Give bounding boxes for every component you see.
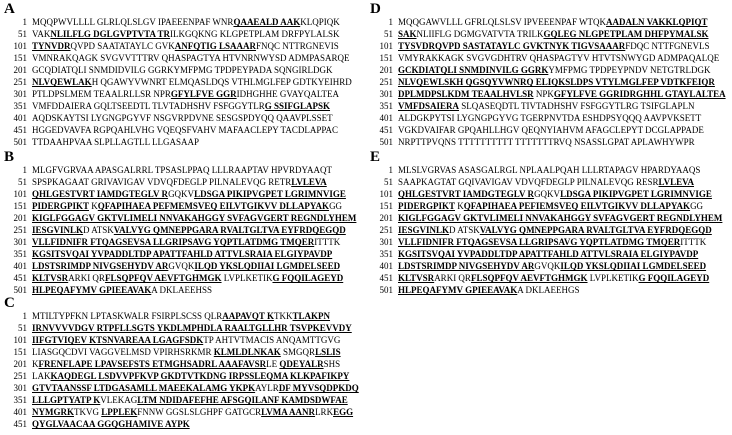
sequence-line xyxy=(373,260,731,272)
sequence-text: YMFPMG TPDPEYPNDV NETGTRLDGK xyxy=(548,65,711,75)
sequence-text: ITTTK xyxy=(314,237,341,247)
residue-number: 101 xyxy=(379,189,393,199)
sequence-text: A DKLAEEHGS xyxy=(517,285,580,295)
residue-number: 251 xyxy=(379,77,393,87)
sequence-line xyxy=(7,224,365,236)
peptide-match: KLMLDLNKAK xyxy=(213,347,281,357)
residue-number: 51 xyxy=(18,29,27,39)
residue-number: 101 xyxy=(13,335,27,345)
sequence-text: FDQC NTTFGNEVLS xyxy=(625,41,710,51)
panel-label: C xyxy=(4,295,15,311)
sequence-text: GG xyxy=(690,201,704,211)
sequence-line xyxy=(7,248,365,260)
residue-number: 1 xyxy=(22,311,27,321)
sequence-text: GVQK xyxy=(168,261,195,271)
sequence-text: AQDSKAYTSI LYGNGPGYVF NSGVRPDVNE SESGSPDYQQ QAAVPLSSET xyxy=(32,113,333,123)
peptide-match: VALVYG QMNEPPGARA RVALTGLTVA EYFRDQEGQD xyxy=(113,225,346,235)
sequence-line xyxy=(7,310,365,322)
peptide-match: KIGLFGGAGV GKTVLIMELI NNVAKAHGGY SVFAGVGERT REGNDLYHEM xyxy=(398,213,723,223)
residue-number: 201 xyxy=(13,359,27,369)
peptide-match: AAPAVQT K xyxy=(222,311,275,321)
sequence-line xyxy=(7,322,365,334)
peptide-match: QAAEALD AAK xyxy=(233,17,301,27)
sequence-text: HGGEDVAVFA RGPQAHLVHG VQEQSFVAHV MAFAACLEPY TACDLAPPAC xyxy=(32,125,339,135)
sequence-line xyxy=(7,358,365,370)
sequence-line xyxy=(373,272,731,284)
sequence-line xyxy=(7,370,365,382)
sequence-text: VGKDVAIFAR GPQAHLLHGV QEQNYIAHVM AFAGCLEPYT DCGLAPPADE xyxy=(398,125,704,135)
sequence-text: GQKV xyxy=(168,189,195,199)
sequence-text: VMYRAKKAGK SVGVGDHTRV QHASPAGTYV HTVTSNWYGD ADMPAQALQE xyxy=(398,53,720,63)
sequence-line xyxy=(373,40,731,52)
peptide-match: VMFDSAIERA xyxy=(398,101,460,111)
peptide-match: GFYLFVE GGR xyxy=(553,89,620,99)
peptide-match: GCKDIATQLI SNMDINVILG GGRK xyxy=(398,65,549,75)
sequence-text: ALDGKPYTSI LYGNGPGYVG TGERPNVTDA ESHDPSYQQQ AAVPVKSETT xyxy=(398,113,702,123)
sequence-text: ARKI QR xyxy=(68,273,105,283)
peptide-match: QFAPIHAEA PEFIEMSVEQ EILVTGIKVV DLLAPYAK xyxy=(463,201,691,211)
peptide-match: KAQDEGL LSDVVPFKVP GKDTVTKDNG IRPSSLEQMA KLKPAFIKPY xyxy=(50,371,350,381)
sequence-line xyxy=(7,346,365,358)
residue-number: 201 xyxy=(13,213,27,223)
sequence-line xyxy=(373,112,731,124)
residue-number: 301 xyxy=(379,237,393,247)
residue-number: 151 xyxy=(13,201,27,211)
sequence-line xyxy=(7,418,365,430)
sequence-text: GG xyxy=(329,201,343,211)
residue-number: 251 xyxy=(13,225,27,235)
sequence-line xyxy=(7,176,365,188)
sequence-line xyxy=(373,248,731,260)
sequence-text: AYLR xyxy=(255,383,279,393)
sequence-line xyxy=(7,382,365,394)
residue-number: 251 xyxy=(13,77,27,87)
peptide-match: NYMGRK xyxy=(32,407,74,417)
sequence-line xyxy=(373,28,731,40)
residue-number: 501 xyxy=(379,285,393,295)
peptide-match: AADALN VAKKLQPIQT xyxy=(606,17,708,27)
sequence-text: VMNRAKQAGK SVGVVTTTRV QHASPAGTYA HTVNRNWYSD ADMPASARQE xyxy=(32,53,350,63)
peptide-match: LPPLEK xyxy=(101,407,138,417)
sequence-text: SLQASEQDTL TIVTADHSHV FSFGGYTLRG TSIFGLAPLN xyxy=(459,101,695,111)
peptide-match: FRENFLAPE LPAVSEFSTS ETMGHSADRL AAAFAVSR xyxy=(38,359,267,369)
peptide-match: PIDERGPIKT xyxy=(398,201,456,211)
sequence-line xyxy=(7,260,365,272)
peptide-match: LLLGPTYATP K xyxy=(32,395,101,405)
peptide-match: VLLFIDNIFR FTQAGSEVSA LLGRIPSAVG YQPTLATDMG TMQER xyxy=(32,237,315,247)
residue-number: 451 xyxy=(13,419,27,429)
peptide-match: LVLEVA xyxy=(291,177,327,187)
peptide-match: FLSQPFQV AEVFTGHMGK xyxy=(470,273,588,283)
sequence-line xyxy=(7,124,365,136)
residue-number: 151 xyxy=(379,53,393,63)
sequence-text: TKK xyxy=(274,311,293,321)
sequence-text: ARKI QR xyxy=(434,273,471,283)
panel-label: B xyxy=(4,149,15,165)
residue-number: 201 xyxy=(379,213,393,223)
peptide-match: HLPEQAFYMV GPIEEAVAK xyxy=(398,285,518,295)
sequence-text: SMGQR xyxy=(280,347,316,357)
peptide-match: LSLIS xyxy=(315,347,341,357)
peptide-match: IDRGHHL GTAYLALTEA xyxy=(619,89,726,99)
sequence-text: SHS xyxy=(323,359,341,369)
sequence-text: IDHGHHE GVAYQALTEA xyxy=(236,89,340,99)
residue-number: 101 xyxy=(13,41,27,51)
peptide-match: GFYLFVE GGR xyxy=(170,89,237,99)
sequence-text: NLIIFLG DGMGVATVTA TRILK xyxy=(416,29,544,39)
residue-number: 1 xyxy=(388,17,393,27)
sequence-text: D ATSK xyxy=(83,225,114,235)
sequence-block xyxy=(7,16,365,148)
peptide-match: ILQD YKSLQDIIAI LGMDELSEED xyxy=(194,261,341,271)
peptide-match: KIGLFGGAGV GKTVLIMELI NNVAKAHGGY SVFAGVGERT REGNDLYHEM xyxy=(32,213,357,223)
sequence-text: FNNW GGSLSLGHPF GATGCR xyxy=(137,407,262,417)
peptide-match: VALVYG QMNEPPGARA RVALTGLTVA EYFRDQEGQD xyxy=(479,225,712,235)
residue-number: 401 xyxy=(379,261,393,271)
sequence-line xyxy=(373,284,731,296)
residue-number: 251 xyxy=(379,225,393,235)
sequence-line xyxy=(7,112,365,124)
peptide-match: LVMA AANR xyxy=(261,407,316,417)
peptide-match: NLVQEWLSKH QGSQYVWNRQ ELIQKSLDPS VTYLMGLFEP VDTKFEIQR xyxy=(398,77,715,87)
sequence-line xyxy=(7,88,365,100)
peptide-match: QYGLVAACAA GGQGHAMIVE AYPK xyxy=(32,419,190,429)
residue-number: 251 xyxy=(13,371,27,381)
residue-number: 51 xyxy=(384,177,393,187)
sequence-line xyxy=(373,76,731,88)
sequence-line xyxy=(373,224,731,236)
sequence-text: K xyxy=(89,201,98,211)
peptide-match: G SSIFGLAPSK xyxy=(264,101,331,111)
peptide-match: HLPEQAFYMV GPIEEAVAK xyxy=(32,285,152,295)
peptide-match: DF MYVSQDPKDQ xyxy=(278,383,359,393)
sequence-text: MLGFVGRVAA APASGALRRL TPSASLPPAQ LLLRAAPTAV HPVRDYAAQT xyxy=(32,165,332,175)
sequence-line xyxy=(7,100,365,112)
sequence-text: MQQGAWVLLL GFRLQLSLSV IPVEEENPAF WTQK xyxy=(398,17,607,27)
sequence-line xyxy=(373,88,731,100)
sequence-text: D ATSK xyxy=(449,225,480,235)
sequence-text: MQQPWVLLLL GLRLQLSLGV IPAEEENPAF WNR xyxy=(32,17,234,27)
peptide-match: QFAPIHAEA PEFMEMSVEQ EILVTGIKVV DLLAPYAK xyxy=(97,201,330,211)
sequence-text: K xyxy=(455,201,464,211)
residue-number: 451 xyxy=(13,125,27,135)
sequence-line xyxy=(7,188,365,200)
residue-number: 1 xyxy=(388,165,393,175)
residue-number: 351 xyxy=(13,395,27,405)
residue-number: 401 xyxy=(379,113,393,123)
peptide-match: DPLMDPSLKDM TEAALHVLSR xyxy=(398,89,534,99)
sequence-line xyxy=(7,272,365,284)
sequence-line xyxy=(7,284,365,296)
peptide-match: G FQQILAGEYD xyxy=(638,273,710,283)
peptide-match: NLVQEWLAK xyxy=(32,77,92,87)
residue-number: 301 xyxy=(13,383,27,393)
peptide-match: QHLGESTVRT IAMDGTEGLV R xyxy=(398,189,535,199)
sequence-block xyxy=(373,16,731,148)
residue-number: 351 xyxy=(379,101,393,111)
residue-number: 51 xyxy=(18,177,27,187)
sequence-line xyxy=(7,64,365,76)
sequence-text: ITTTK xyxy=(680,237,707,247)
peptide-match: KLTVSR xyxy=(398,273,435,283)
sequence-text: LVPLKETIK xyxy=(587,273,639,283)
sequence-line xyxy=(373,164,731,176)
peptide-match: QHLGESTVRT IAMDGTEGLV R xyxy=(32,189,169,199)
sequence-line xyxy=(7,334,365,346)
sequence-text: MTILTYPFKN LPTASKWALR FSIRPLSCSS QLR xyxy=(32,311,223,321)
sequence-text: VAK xyxy=(32,29,51,39)
peptide-match: G FQQILAGEYD xyxy=(272,273,344,283)
sequence-block xyxy=(7,310,365,430)
sequence-text: MLSLVGRVAS ASASGALRGL NPLAALPQAH LLLRTAPAGV HPARDYAAQS xyxy=(398,165,701,175)
residue-number: 101 xyxy=(379,41,393,51)
sequence-line xyxy=(373,52,731,64)
sequence-line xyxy=(7,76,365,88)
peptide-match: EGG xyxy=(333,407,354,417)
peptide-match: KGSITSVQAI YVPADDLTDP APATTFAHLD ATTVLSRAIA ELGIYPAVDP xyxy=(32,249,333,259)
sequence-line xyxy=(373,16,731,28)
sequence-line xyxy=(373,124,731,136)
sequence-text: VMFDDAIERA GQLTSEEDTL TLVTADHSHV FSFGGYTLR xyxy=(32,101,265,111)
sequence-line xyxy=(7,212,365,224)
peptide-match: LDSTSRIMDP NIVGSEHYDV AR xyxy=(398,261,535,271)
peptide-match: FLSQPFQV AEVFTGHMGK xyxy=(104,273,222,283)
residue-number: 301 xyxy=(13,237,27,247)
peptide-match: ANFQTIG LSAAAR xyxy=(174,41,257,51)
peptide-match: IESGVINLK xyxy=(398,225,450,235)
peptide-match: GTVTAANSSF LTDGASAMLL MAEEKALAMG YKPK xyxy=(32,383,256,393)
sequence-line xyxy=(7,52,365,64)
peptide-match: LDSTSRIMDP NIVGSEHYDV AR xyxy=(32,261,169,271)
residue-number: 1 xyxy=(22,165,27,175)
sequence-line xyxy=(7,406,365,418)
sequence-text: TP AHTVTMACIS ANQAMTTGVG xyxy=(203,335,341,345)
peptide-match: LDSGA PIKIPVGPET LGRIMNVIGE xyxy=(560,189,712,199)
sequence-line xyxy=(373,212,731,224)
sequence-block xyxy=(7,164,365,296)
sequence-text: PTLDPSLMEM TEAALRLLSR NPR xyxy=(32,89,171,99)
residue-number: 201 xyxy=(379,65,393,75)
sequence-line xyxy=(373,136,731,148)
panel-label: A xyxy=(4,1,15,17)
residue-number: 401 xyxy=(13,113,27,123)
sequence-line xyxy=(7,16,365,28)
residue-number: 351 xyxy=(379,249,393,259)
residue-number: 101 xyxy=(13,189,27,199)
peptide-match: GQLEG NLGPETPLAM DHFPYMALSK xyxy=(543,29,709,39)
residue-number: 351 xyxy=(13,249,27,259)
sequence-line xyxy=(7,394,365,406)
sequence-block xyxy=(373,164,731,296)
residue-number: 51 xyxy=(384,29,393,39)
peptide-match: ILQD YKSLQDIIAI LGMDELSEED xyxy=(560,261,707,271)
peptide-match: QDEYALR xyxy=(279,359,324,369)
sequence-line xyxy=(7,236,365,248)
residue-number: 151 xyxy=(13,53,27,63)
sequence-text: SPSPKAGAAT GRIVAVIGAV VDVQFDEGLP PILNALEVQG RETR xyxy=(32,177,292,187)
residue-number: 301 xyxy=(379,89,393,99)
residue-number: 201 xyxy=(13,65,27,75)
sequence-line xyxy=(7,164,365,176)
sequence-text: ILKGQKNG KLGPETPLAM DRFPYLALSK xyxy=(170,29,340,39)
sequence-text: H QGAWYVWNRT ELMQASLDQS VTHLMGLFEP GDTKYEIHRD xyxy=(91,77,352,87)
residue-number: 501 xyxy=(379,137,393,147)
sequence-text: QVPD SAATATAYLC GVK xyxy=(70,41,175,51)
residue-number: 301 xyxy=(13,89,27,99)
peptide-match: TYSVDRQVPD SASTATAYLC GVKTNYK TIGVSAAAR xyxy=(398,41,626,51)
peptide-match: KLTVSR xyxy=(32,273,69,283)
peptide-match: KGSITSVQAI YVPADDLTDP APATTFAHLD ATTVLSRAIA ELGIYPAVDP xyxy=(398,249,699,259)
sequence-text: SAAPKAGTAT GQIVAVIGAV VDVQFDEGLP PILNALEVQG RESR xyxy=(398,177,659,187)
sequence-text: K xyxy=(32,359,39,369)
sequence-text: NRPTTPVQNS TTTTTTTTTT TTTTTTTRVQ NSASSLGPAT APLAWHYWPR xyxy=(398,137,695,147)
sequence-text: GQKV xyxy=(534,189,561,199)
sequence-text: LIASGQCDVI VAGGVELMSD VPIRHSRKMR xyxy=(32,347,214,357)
residue-number: 51 xyxy=(18,323,27,333)
residue-number: 501 xyxy=(13,285,27,295)
peptide-match: PIDERGPIKT xyxy=(32,201,90,211)
sequence-text: LVPLKETIK xyxy=(221,273,273,283)
sequence-text: LE xyxy=(266,359,280,369)
sequence-line xyxy=(7,28,365,40)
sequence-text: VLEKAG xyxy=(100,395,138,405)
sequence-text: KLQPIQK xyxy=(300,17,340,27)
sequence-line xyxy=(373,64,731,76)
sequence-text: GVQK xyxy=(534,261,561,271)
sequence-line xyxy=(373,176,731,188)
residue-number: 451 xyxy=(379,125,393,135)
panel-label: E xyxy=(370,149,381,165)
panel-label: D xyxy=(370,1,381,17)
sequence-text: TKVG xyxy=(74,407,102,417)
sequence-line xyxy=(373,200,731,212)
peptide-match: VLLFIDNIFR FTQAGSEVSA LLGRIPSAVG YQPTLATDMG TMQER xyxy=(398,237,681,247)
sequence-text: FNQC NTTRGNEVIS xyxy=(256,41,339,51)
residue-number: 1 xyxy=(22,17,27,27)
residue-number: 501 xyxy=(13,137,27,147)
peptide-match: TLAKPN xyxy=(292,311,331,321)
peptide-match: LTM NDIDAFEFHE AFSGQILANF KAMDSDWFAE xyxy=(137,395,348,405)
sequence-line xyxy=(373,236,731,248)
sequence-line xyxy=(373,188,731,200)
peptide-match: SAK xyxy=(398,29,417,39)
sequence-line xyxy=(7,136,365,148)
residue-number: 151 xyxy=(379,201,393,211)
sequence-text: LAK xyxy=(32,371,51,381)
sequence-text: NPK xyxy=(533,89,554,99)
sequence-text: A DKLAEEHSS xyxy=(151,285,213,295)
residue-number: 151 xyxy=(13,347,27,357)
sequence-text: TTDAAHPVAA SLPLLAGTLL LLGASAAP xyxy=(32,137,200,147)
peptide-match: IESGVINLK xyxy=(32,225,84,235)
peptide-match: IIFGTVIQEV KTSNVAREAA LGAGFSDK xyxy=(32,335,204,345)
peptide-match: NLILFLG DGLGVPTVTA TR xyxy=(50,29,171,39)
residue-number: 351 xyxy=(13,101,27,111)
residue-number: 451 xyxy=(379,273,393,283)
peptide-match: TYNVDR xyxy=(32,41,71,51)
sequence-line xyxy=(373,100,731,112)
residue-number: 401 xyxy=(13,407,27,417)
residue-number: 451 xyxy=(13,273,27,283)
sequence-line xyxy=(7,40,365,52)
residue-number: 401 xyxy=(13,261,27,271)
sequence-text: GCQDIATQLI SNMDIDVILG GGRKYMFPMG TPDPEYPADA SQNGIRLDGK xyxy=(32,65,333,75)
peptide-match: IRNVVVVDGV RTPFLLSGTS YKDLMPHDLA RAALTGLLHR TSVPKEVVDY xyxy=(32,323,352,333)
sequence-line xyxy=(7,200,365,212)
sequence-text: LRK xyxy=(315,407,334,417)
peptide-match: LDSGA PIKIPVGPET LGRIMNVIGE xyxy=(194,189,346,199)
peptide-match: LVLEVA xyxy=(658,177,695,187)
